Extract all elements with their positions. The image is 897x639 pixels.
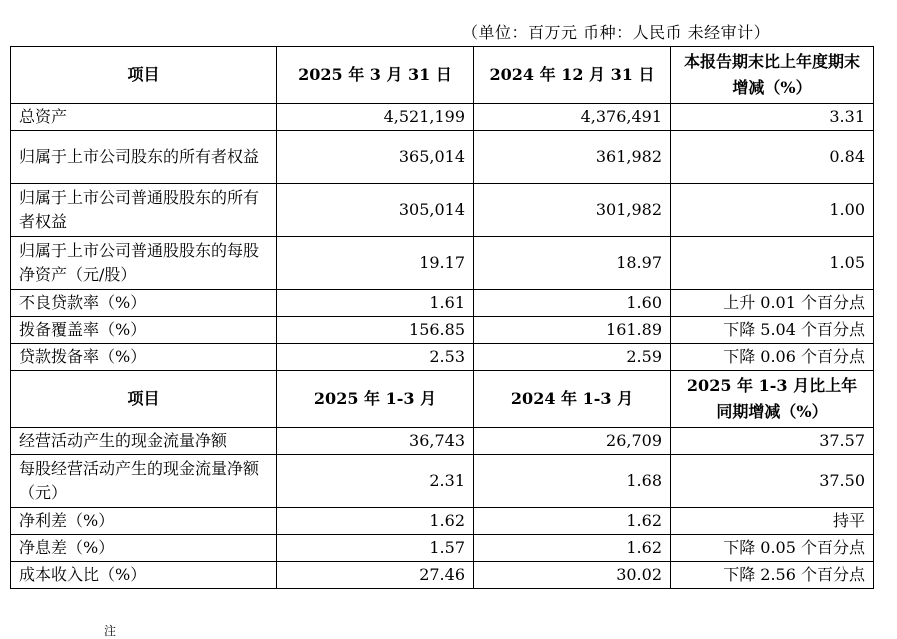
value-cell: 301,982: [474, 184, 671, 237]
row-label: 不良贷款率（%）: [11, 290, 277, 317]
change-cell: 37.57: [671, 428, 874, 455]
value-cell: 2.31: [277, 455, 474, 508]
value-cell: 1.60: [474, 290, 671, 317]
value-cell: 18.97: [474, 237, 671, 290]
row-label: 归属于上市公司普通股股东的每股净资产（元/股）: [11, 237, 277, 290]
header-cell: 本报告期末比上年度期末增减（%）: [671, 47, 874, 104]
value-cell: 30.02: [474, 562, 671, 589]
value-cell: 27.46: [277, 562, 474, 589]
table-row: [11, 290, 874, 317]
value-cell: 4,376,491: [474, 104, 671, 131]
table-row: [11, 508, 874, 535]
row-label: 归属于上市公司股东的所有者权益: [11, 131, 277, 184]
header-cell: 2024 年 12 月 31 日: [474, 47, 671, 104]
value-cell: 1.61: [277, 290, 474, 317]
table-header-row: [11, 47, 874, 104]
header-cell: 项目: [11, 47, 277, 104]
change-cell: 0.84: [671, 131, 874, 184]
change-cell: 下降 0.05 个百分点: [671, 535, 874, 562]
header-cell: 项目: [11, 371, 277, 428]
value-cell: 365,014: [277, 131, 474, 184]
footnote-fragment: 注: [104, 624, 117, 638]
value-cell: 1.57: [277, 535, 474, 562]
change-cell: 3.31: [671, 104, 874, 131]
table-row: [11, 562, 874, 589]
table-row: [11, 131, 874, 184]
value-cell: 1.62: [474, 535, 671, 562]
table-row: [11, 455, 874, 508]
row-label: 成本收入比（%）: [11, 562, 277, 589]
change-cell: 下降 0.06 个百分点: [671, 344, 874, 371]
row-label: 归属于上市公司普通股股东的所有者权益: [11, 184, 277, 237]
row-label: 总资产: [11, 104, 277, 131]
change-cell: 下降 2.56 个百分点: [671, 562, 874, 589]
value-cell: 156.85: [277, 317, 474, 344]
value-cell: 1.68: [474, 455, 671, 508]
row-label: 每股经营活动产生的现金流量净额（元）: [11, 455, 277, 508]
change-cell: 37.50: [671, 455, 874, 508]
row-label: 净息差（%）: [11, 535, 277, 562]
value-cell: 36,743: [277, 428, 474, 455]
header-cell: 2024 年 1-3 月: [474, 371, 671, 428]
table-row: [11, 344, 874, 371]
table-row: [11, 428, 874, 455]
row-label: 经营活动产生的现金流量净额: [11, 428, 277, 455]
value-cell: 19.17: [277, 237, 474, 290]
table-row: [11, 184, 874, 237]
header-cell: 2025 年 3 月 31 日: [277, 47, 474, 104]
change-cell: 下降 5.04 个百分点: [671, 317, 874, 344]
value-cell: 2.59: [474, 344, 671, 371]
value-cell: 305,014: [277, 184, 474, 237]
row-label: 贷款拨备率（%）: [11, 344, 277, 371]
value-cell: 26,709: [474, 428, 671, 455]
financial-table: [10, 46, 874, 589]
table-row: [11, 535, 874, 562]
value-cell: 1.62: [277, 508, 474, 535]
unit-note: （单位：百万元 币种：人民币 未经审计）: [462, 23, 771, 42]
row-label: 拨备覆盖率（%）: [11, 317, 277, 344]
change-cell: 1.05: [671, 237, 874, 290]
value-cell: 4,521,199: [277, 104, 474, 131]
table-row: [11, 317, 874, 344]
value-cell: 2.53: [277, 344, 474, 371]
change-cell: 上升 0.01 个百分点: [671, 290, 874, 317]
header-cell: 2025 年 1-3 月比上年同期增减（%）: [671, 371, 874, 428]
header-cell: 2025 年 1-3 月: [277, 371, 474, 428]
value-cell: 161.89: [474, 317, 671, 344]
table-row: [11, 104, 874, 131]
table-row: [11, 237, 874, 290]
value-cell: 361,982: [474, 131, 671, 184]
table-header-row: [11, 371, 874, 428]
change-cell: 持平: [671, 508, 874, 535]
change-cell: 1.00: [671, 184, 874, 237]
value-cell: 1.62: [474, 508, 671, 535]
row-label: 净利差（%）: [11, 508, 277, 535]
